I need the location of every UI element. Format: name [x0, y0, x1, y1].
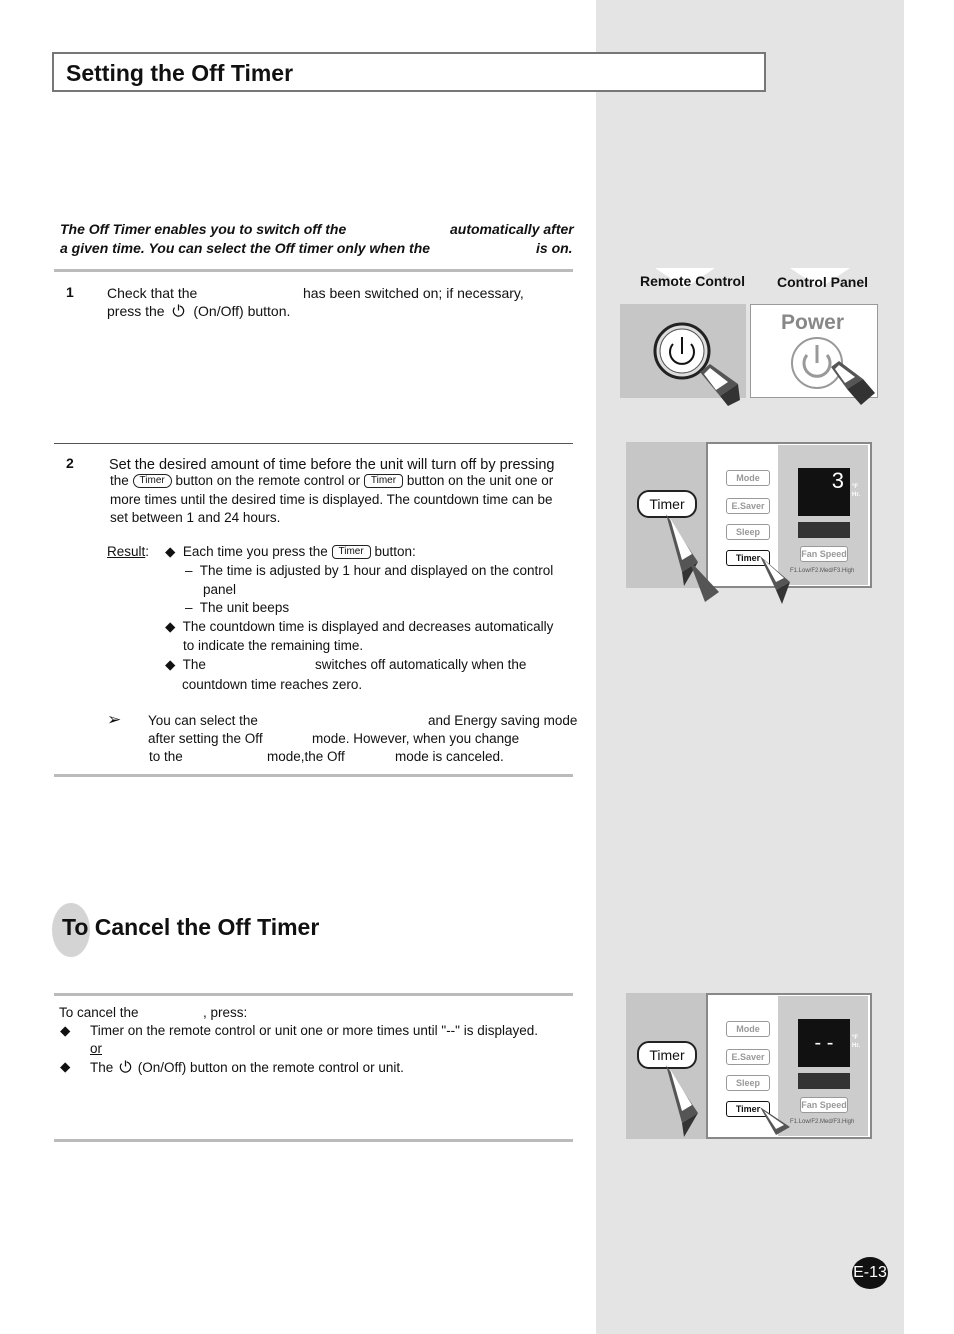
fan-legend: F1.Low/F2.Med/F3.High — [790, 1119, 855, 1125]
timer-panel-key: Timer — [364, 474, 403, 488]
step-1-text-1a: Check that the — [107, 285, 198, 301]
cancel-bullet-1-text: Timer on the remote control or unit one or more times until "--" is displayed. — [90, 1023, 539, 1038]
result-bullet-3-text-a: The — [182, 657, 206, 672]
intro-text-1a: The Off Timer enables you to switch off the — [60, 221, 347, 237]
step-2-text-2b: button on the remote control or — [175, 473, 361, 488]
panel-esaver-button: E.Saver — [726, 498, 770, 514]
panel-power-button-icon — [751, 305, 877, 410]
note-text-1a: You can select the — [148, 713, 258, 728]
diamond-bullet-icon: ◆ — [60, 1059, 71, 1074]
section-rule — [54, 993, 573, 996]
unit-f-label: °F — [852, 484, 859, 490]
step-1-line-2 — [107, 303, 290, 319]
note-text-3a: to the — [149, 749, 183, 764]
step-1-line-1 — [107, 285, 524, 301]
diamond-bullet-icon: ◆ — [165, 657, 176, 672]
power-icon — [118, 1059, 133, 1074]
step-1-number: 1 — [66, 284, 74, 300]
note-arrow-icon: ➢ — [107, 710, 122, 729]
unit-f-label: °F — [852, 1035, 859, 1041]
step-2-text-2c: button on the unit one or — [406, 473, 554, 488]
step-1-text-2b: (On/Off) button. — [193, 303, 291, 319]
panel-fanspeed-button: Fan Speed — [800, 546, 848, 562]
result-bullet-1-text-a: Each time you press the — [182, 544, 328, 559]
note-text-3c: mode is canceled. — [395, 749, 504, 764]
result-dash-1: – The time is adjusted by 1 hour and displayed on the control — [185, 563, 554, 578]
panel-fanspeed-button: Fan Speed — [800, 1097, 848, 1113]
result-label-text: Result — [107, 544, 146, 559]
intro-text-1b: automatically after — [450, 221, 574, 237]
display-value: 3 — [831, 468, 844, 493]
timer-illustration-2 — [626, 993, 872, 1139]
step-2-text-2a: the — [110, 473, 129, 488]
step-1-text-1b: has been switched on; if necessary, — [303, 285, 524, 301]
note-text-2b: mode. However, when you change — [312, 731, 520, 746]
result-bullet-2 — [165, 619, 553, 635]
intro-text-2b: is on. — [536, 240, 573, 256]
remote-power-button-icon — [620, 304, 746, 409]
panel-fan-bar — [798, 1073, 850, 1089]
step-2-line-1: Set the desired amount of time before the unit will turn off by pressing — [109, 457, 555, 473]
cancel-line-1 — [59, 1005, 248, 1020]
step-divider — [54, 443, 573, 444]
result-bullet-1 — [165, 544, 416, 560]
unit-hr-label: Hr. — [852, 1043, 861, 1049]
section-rule — [54, 774, 573, 777]
cancel-bullet-2 — [60, 1059, 404, 1075]
display-value: - - — [814, 1032, 834, 1054]
note-text-1b: and Energy saving mode — [428, 713, 578, 728]
step-1-text-2a: press the — [107, 303, 165, 319]
control-panel-label: Control Panel — [777, 274, 869, 290]
result-dash-2-text: The unit beeps — [199, 600, 290, 615]
note-line-3 — [149, 749, 504, 764]
panel-display — [798, 1019, 850, 1067]
result-dash-1-cont: panel — [203, 582, 237, 597]
result-dash-2: – The unit beeps — [185, 600, 290, 615]
unit-hr-label: Hr. — [852, 492, 861, 498]
cancel-bullet-2-text-a: The — [90, 1060, 114, 1075]
result-bullet-2-text: The countdown time is displayed and decreases automatically — [182, 619, 554, 634]
timer-illustration-1 — [626, 442, 872, 588]
note-text-3b: mode,the Off — [267, 749, 345, 764]
pointer-icon — [656, 1063, 706, 1143]
panel-esaver-button: E.Saver — [726, 1049, 770, 1065]
cancel-text-1b: , press: — [203, 1005, 248, 1020]
section-rule — [54, 269, 573, 272]
result-bullet-3-text-b: switches off automatically when the — [315, 657, 527, 672]
panel-sleep-button: Sleep — [726, 524, 770, 540]
intro-line-2 — [60, 240, 573, 256]
result-bullet-3-cont: countdown time reaches zero. — [182, 677, 363, 692]
pointer-icon-2 — [756, 554, 806, 606]
step-2-line-4: set between 1 and 24 hours. — [110, 510, 281, 525]
power-icon — [171, 303, 186, 318]
step-2-line-3: more times until the desired time is displayed. The countdown time can be — [110, 492, 553, 507]
result-label-colon: : — [145, 544, 150, 559]
panel-power-illustration — [750, 304, 878, 398]
panel-timer-button: Timer — [726, 550, 770, 566]
remote-power-illustration — [620, 304, 746, 398]
page-number: E-13 — [853, 1264, 887, 1281]
result-dash-1-text: The time is adjusted by 1 hour and displayed on the control — [199, 563, 554, 578]
page-number-badge — [852, 1257, 888, 1289]
fan-legend: F1.Low/F2.Med/F3.High — [790, 568, 855, 574]
result-bullet-3 — [165, 657, 527, 673]
panel-mode-button: Mode — [726, 470, 770, 486]
result-bullet-2-cont: to indicate the remaining time. — [183, 638, 364, 653]
pointer-icon-2 — [756, 1105, 806, 1139]
note-line-1 — [148, 713, 578, 728]
cancel-or: or — [90, 1041, 103, 1056]
panel-sleep-button: Sleep — [726, 1075, 770, 1091]
cancel-bullet-1 — [60, 1023, 539, 1039]
cancel-text-1a: To cancel the — [59, 1005, 139, 1020]
remote-control-label: Remote Control — [640, 273, 745, 289]
step-2-number: 2 — [66, 455, 74, 471]
panel-timer-button: Timer — [726, 1101, 770, 1117]
cancel-heading: To Cancel the Off Timer — [62, 914, 320, 940]
diamond-bullet-icon: ◆ — [165, 544, 176, 559]
note-text-2a: after setting the Off — [148, 731, 263, 746]
pointer-icon — [656, 512, 736, 604]
result-bullet-1-text-b: button: — [374, 544, 416, 559]
timer-panel-key-2: Timer — [332, 545, 371, 559]
page-title: Setting the Off Timer — [66, 60, 294, 86]
diamond-bullet-icon: ◆ — [165, 619, 176, 634]
intro-line-1 — [60, 221, 574, 237]
step-2-line-2 — [110, 473, 553, 488]
page-title-box — [52, 52, 766, 92]
section-rule — [54, 1139, 573, 1142]
diamond-bullet-icon: ◆ — [60, 1023, 71, 1038]
intro-text-2a: a given time. You can select the Off timer only when the — [60, 240, 431, 256]
panel-display — [798, 468, 850, 516]
panel-mode-button: Mode — [726, 1021, 770, 1037]
remote-timer-button: Timer — [637, 490, 697, 518]
cancel-bullet-2-text-b: (On/Off) button on the remote control or unit. — [137, 1060, 404, 1075]
remote-timer-button: Timer — [637, 1041, 697, 1069]
note-line-2 — [148, 731, 520, 746]
power-label: Power — [781, 311, 845, 334]
timer-remote-key: Timer — [133, 474, 172, 488]
panel-fan-bar — [798, 522, 850, 538]
result-label — [107, 544, 149, 559]
